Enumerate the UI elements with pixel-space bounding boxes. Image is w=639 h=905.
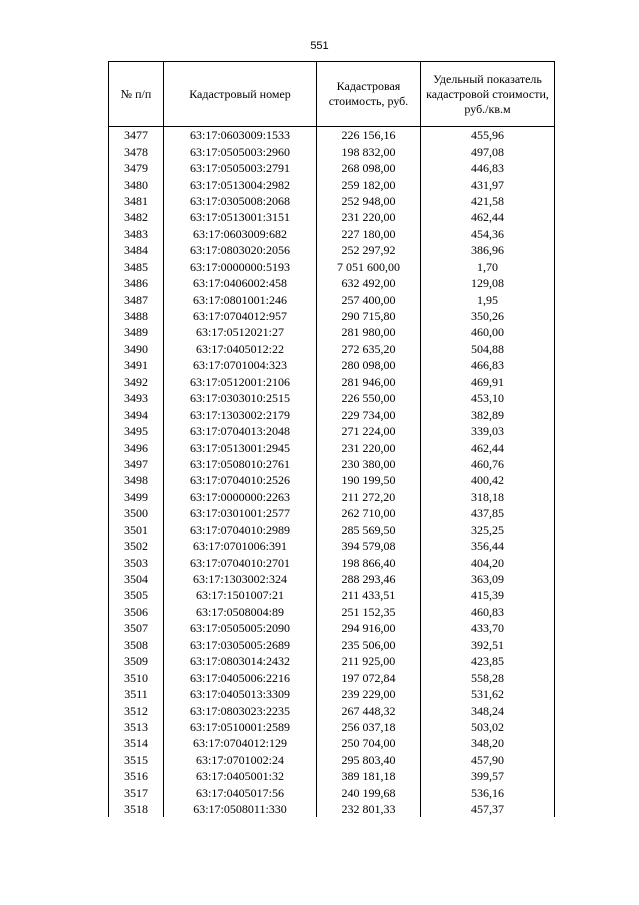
cadastral-value: 285 569,50 xyxy=(317,522,421,538)
cadastral-value: 211 925,00 xyxy=(317,653,421,669)
specific-value: 558,28 xyxy=(421,669,555,685)
cadastral-value: 7 051 600,00 xyxy=(317,259,421,275)
table-row xyxy=(109,522,555,538)
row-number: 3483 xyxy=(109,226,164,242)
cadastral-number: 63:17:0301001:2577 xyxy=(164,505,317,521)
cadastral-number: 63:17:0505003:2791 xyxy=(164,160,317,176)
table-row xyxy=(109,472,555,488)
cadastral-number: 63:17:0405012:22 xyxy=(164,341,317,357)
cadastral-value: 257 400,00 xyxy=(317,291,421,307)
row-number: 3505 xyxy=(109,587,164,603)
table-row xyxy=(109,406,555,422)
cadastral-number: 63:17:0405013:3309 xyxy=(164,686,317,702)
cadastral-number: 63:17:0513001:3151 xyxy=(164,209,317,225)
cadastral-number: 63:17:0513001:2945 xyxy=(164,439,317,455)
table-row xyxy=(109,719,555,735)
cadastral-table xyxy=(108,61,555,817)
cadastral-number: 63:17:0603009:682 xyxy=(164,226,317,242)
table-row xyxy=(109,176,555,192)
cadastral-value: 198 832,00 xyxy=(317,143,421,159)
specific-value: 455,96 xyxy=(421,127,555,144)
cadastral-value: 394 579,08 xyxy=(317,538,421,554)
row-number: 3478 xyxy=(109,143,164,159)
cadastral-number: 63:17:0801001:246 xyxy=(164,291,317,307)
table-row xyxy=(109,637,555,653)
specific-value: 348,20 xyxy=(421,735,555,751)
row-number: 3495 xyxy=(109,423,164,439)
specific-value: 415,39 xyxy=(421,587,555,603)
cadastral-value: 632 492,00 xyxy=(317,275,421,291)
cadastral-number: 63:17:0704010:2989 xyxy=(164,522,317,538)
table-row xyxy=(109,390,555,406)
table-row xyxy=(109,571,555,587)
cadastral-number: 63:17:0701006:391 xyxy=(164,538,317,554)
cadastral-value: 389 181,18 xyxy=(317,768,421,784)
row-number: 3497 xyxy=(109,456,164,472)
row-number: 3509 xyxy=(109,653,164,669)
row-number: 3484 xyxy=(109,242,164,258)
row-number: 3513 xyxy=(109,719,164,735)
table-row xyxy=(109,127,555,144)
cadastral-value: 211 272,20 xyxy=(317,489,421,505)
table-row xyxy=(109,801,555,817)
table-row xyxy=(109,752,555,768)
cadastral-number: 63:17:0405006:2216 xyxy=(164,669,317,685)
table-row xyxy=(109,160,555,176)
specific-value: 400,42 xyxy=(421,472,555,488)
table-row xyxy=(109,702,555,718)
specific-value: 433,70 xyxy=(421,620,555,636)
cadastral-number: 63:17:0406002:458 xyxy=(164,275,317,291)
specific-value: 457,90 xyxy=(421,752,555,768)
row-number: 3488 xyxy=(109,308,164,324)
table-row xyxy=(109,456,555,472)
specific-value: 536,16 xyxy=(421,785,555,801)
specific-value: 446,83 xyxy=(421,160,555,176)
table-row xyxy=(109,275,555,291)
cadastral-number: 63:17:0303010:2515 xyxy=(164,390,317,406)
table-row xyxy=(109,341,555,357)
row-number: 3500 xyxy=(109,505,164,521)
cadastral-value: 252 948,00 xyxy=(317,193,421,209)
cadastral-value: 262 710,00 xyxy=(317,505,421,521)
specific-value: 531,62 xyxy=(421,686,555,702)
specific-value: 404,20 xyxy=(421,554,555,570)
row-number: 3485 xyxy=(109,259,164,275)
cadastral-value: 295 803,40 xyxy=(317,752,421,768)
cadastral-number: 63:17:0512021:27 xyxy=(164,324,317,340)
specific-value: 325,25 xyxy=(421,522,555,538)
specific-value: 392,51 xyxy=(421,637,555,653)
table-row xyxy=(109,209,555,225)
specific-value: 1,70 xyxy=(421,259,555,275)
row-number: 3517 xyxy=(109,785,164,801)
row-number: 3518 xyxy=(109,801,164,817)
cadastral-value: 229 734,00 xyxy=(317,406,421,422)
table-row xyxy=(109,291,555,307)
cadastral-value: 197 072,84 xyxy=(317,669,421,685)
row-number: 3480 xyxy=(109,176,164,192)
table-row xyxy=(109,308,555,324)
table-row xyxy=(109,143,555,159)
cadastral-number: 63:17:0803014:2432 xyxy=(164,653,317,669)
specific-value: 497,08 xyxy=(421,143,555,159)
table-row xyxy=(109,653,555,669)
cadastral-number: 63:17:0405017:56 xyxy=(164,785,317,801)
cadastral-value: 250 704,00 xyxy=(317,735,421,751)
row-number: 3481 xyxy=(109,193,164,209)
row-number: 3498 xyxy=(109,472,164,488)
table-row xyxy=(109,785,555,801)
specific-value: 504,88 xyxy=(421,341,555,357)
cadastral-number: 63:17:0803023:2235 xyxy=(164,702,317,718)
specific-value: 318,18 xyxy=(421,489,555,505)
row-number: 3496 xyxy=(109,439,164,455)
cadastral-value: 231 220,00 xyxy=(317,439,421,455)
row-number: 3494 xyxy=(109,406,164,422)
table-row xyxy=(109,226,555,242)
table-row xyxy=(109,686,555,702)
row-number: 3506 xyxy=(109,604,164,620)
specific-value: 399,57 xyxy=(421,768,555,784)
cadastral-value: 226 550,00 xyxy=(317,390,421,406)
specific-value: 460,83 xyxy=(421,604,555,620)
cadastral-number: 63:17:0704013:2048 xyxy=(164,423,317,439)
specific-value: 460,00 xyxy=(421,324,555,340)
cadastral-value: 235 506,00 xyxy=(317,637,421,653)
cadastral-number: 63:17:0508004:89 xyxy=(164,604,317,620)
cadastral-value: 240 199,68 xyxy=(317,785,421,801)
cadastral-value: 211 433,51 xyxy=(317,587,421,603)
cadastral-number: 63:17:0510001:2589 xyxy=(164,719,317,735)
cadastral-number: 63:17:0701004:323 xyxy=(164,357,317,373)
specific-value: 454,36 xyxy=(421,226,555,242)
specific-value: 457,37 xyxy=(421,801,555,817)
cadastral-value: 198 866,40 xyxy=(317,554,421,570)
table-row xyxy=(109,242,555,258)
table-row xyxy=(109,439,555,455)
header-cadastral-value: Кадастровая стоимость, руб. xyxy=(317,62,421,127)
specific-value: 1,95 xyxy=(421,291,555,307)
specific-value: 431,97 xyxy=(421,176,555,192)
table-row xyxy=(109,505,555,521)
cadastral-number: 63:17:0508011:330 xyxy=(164,801,317,817)
cadastral-value: 230 380,00 xyxy=(317,456,421,472)
specific-value: 386,96 xyxy=(421,242,555,258)
row-number: 3502 xyxy=(109,538,164,554)
table-row xyxy=(109,538,555,554)
row-number: 3511 xyxy=(109,686,164,702)
row-number: 3512 xyxy=(109,702,164,718)
specific-value: 503,02 xyxy=(421,719,555,735)
cadastral-value: 281 946,00 xyxy=(317,374,421,390)
specific-value: 460,76 xyxy=(421,456,555,472)
specific-value: 453,10 xyxy=(421,390,555,406)
cadastral-number: 63:17:1303002:324 xyxy=(164,571,317,587)
header-specific-value: Удельный показатель кадастровой стоимости, руб./кв.м xyxy=(421,62,555,127)
table-row xyxy=(109,669,555,685)
specific-value: 348,24 xyxy=(421,702,555,718)
specific-value: 129,08 xyxy=(421,275,555,291)
specific-value: 363,09 xyxy=(421,571,555,587)
cadastral-value: 272 635,20 xyxy=(317,341,421,357)
specific-value: 356,44 xyxy=(421,538,555,554)
row-number: 3508 xyxy=(109,637,164,653)
cadastral-number: 63:17:0405001:32 xyxy=(164,768,317,784)
cadastral-number: 63:17:0508010:2761 xyxy=(164,456,317,472)
row-number: 3491 xyxy=(109,357,164,373)
cadastral-value: 290 715,80 xyxy=(317,308,421,324)
table-row xyxy=(109,374,555,390)
cadastral-number: 63:17:0505003:2960 xyxy=(164,143,317,159)
cadastral-value: 190 199,50 xyxy=(317,472,421,488)
row-number: 3507 xyxy=(109,620,164,636)
cadastral-number: 63:17:0305008:2068 xyxy=(164,193,317,209)
row-number: 3479 xyxy=(109,160,164,176)
specific-value: 350,26 xyxy=(421,308,555,324)
cadastral-value: 267 448,32 xyxy=(317,702,421,718)
table-row xyxy=(109,554,555,570)
cadastral-number: 63:17:0505005:2090 xyxy=(164,620,317,636)
cadastral-value: 227 180,00 xyxy=(317,226,421,242)
table-row xyxy=(109,620,555,636)
cadastral-value: 226 156,16 xyxy=(317,127,421,144)
table-row xyxy=(109,587,555,603)
cadastral-number: 63:17:0803020:2056 xyxy=(164,242,317,258)
cadastral-value: 252 297,92 xyxy=(317,242,421,258)
specific-value: 469,91 xyxy=(421,374,555,390)
header-cadastral-number: Кадастровый номер xyxy=(164,62,317,127)
cadastral-value: 280 098,00 xyxy=(317,357,421,373)
specific-value: 437,85 xyxy=(421,505,555,521)
cadastral-value: 259 182,00 xyxy=(317,176,421,192)
row-number: 3487 xyxy=(109,291,164,307)
row-number: 3504 xyxy=(109,571,164,587)
page-number: 551 xyxy=(310,40,329,52)
table-row xyxy=(109,604,555,620)
row-number: 3503 xyxy=(109,554,164,570)
table-body xyxy=(109,127,555,818)
row-number: 3515 xyxy=(109,752,164,768)
row-number: 3492 xyxy=(109,374,164,390)
cadastral-value: 271 224,00 xyxy=(317,423,421,439)
row-number: 3493 xyxy=(109,390,164,406)
cadastral-number: 63:17:0305005:2689 xyxy=(164,637,317,653)
table-header-row xyxy=(109,62,555,127)
table-row xyxy=(109,735,555,751)
row-number: 3482 xyxy=(109,209,164,225)
header-num: № п/п xyxy=(109,62,164,127)
table-row xyxy=(109,768,555,784)
specific-value: 339,03 xyxy=(421,423,555,439)
cadastral-number: 63:17:0512001:2106 xyxy=(164,374,317,390)
cadastral-value: 239 229,00 xyxy=(317,686,421,702)
table-row xyxy=(109,324,555,340)
row-number: 3489 xyxy=(109,324,164,340)
row-number: 3499 xyxy=(109,489,164,505)
table-row xyxy=(109,423,555,439)
cadastral-number: 63:17:0000000:2263 xyxy=(164,489,317,505)
table-row xyxy=(109,357,555,373)
cadastral-value: 294 916,00 xyxy=(317,620,421,636)
specific-value: 421,58 xyxy=(421,193,555,209)
table-row xyxy=(109,259,555,275)
cadastral-value: 251 152,35 xyxy=(317,604,421,620)
cadastral-number: 63:17:0704010:2526 xyxy=(164,472,317,488)
specific-value: 423,85 xyxy=(421,653,555,669)
row-number: 3514 xyxy=(109,735,164,751)
cadastral-value: 231 220,00 xyxy=(317,209,421,225)
table-row xyxy=(109,489,555,505)
row-number: 3486 xyxy=(109,275,164,291)
specific-value: 462,44 xyxy=(421,209,555,225)
cadastral-value: 232 801,33 xyxy=(317,801,421,817)
specific-value: 382,89 xyxy=(421,406,555,422)
row-number: 3490 xyxy=(109,341,164,357)
row-number: 3477 xyxy=(109,127,164,144)
cadastral-value: 256 037,18 xyxy=(317,719,421,735)
cadastral-number: 63:17:0513004:2982 xyxy=(164,176,317,192)
cadastral-number: 63:17:0000000:5193 xyxy=(164,259,317,275)
row-number: 3501 xyxy=(109,522,164,538)
cadastral-value: 288 293,46 xyxy=(317,571,421,587)
specific-value: 462,44 xyxy=(421,439,555,455)
cadastral-value: 268 098,00 xyxy=(317,160,421,176)
cadastral-number: 63:17:1501007:21 xyxy=(164,587,317,603)
specific-value: 466,83 xyxy=(421,357,555,373)
row-number: 3510 xyxy=(109,669,164,685)
cadastral-value: 281 980,00 xyxy=(317,324,421,340)
cadastral-number: 63:17:0603009:1533 xyxy=(164,127,317,144)
table-row xyxy=(109,193,555,209)
cadastral-number: 63:17:0704010:2701 xyxy=(164,554,317,570)
cadastral-number: 63:17:0704012:957 xyxy=(164,308,317,324)
row-number: 3516 xyxy=(109,768,164,784)
cadastral-number: 63:17:0704012:129 xyxy=(164,735,317,751)
cadastral-number: 63:17:1303002:2179 xyxy=(164,406,317,422)
cadastral-number: 63:17:0701002:24 xyxy=(164,752,317,768)
